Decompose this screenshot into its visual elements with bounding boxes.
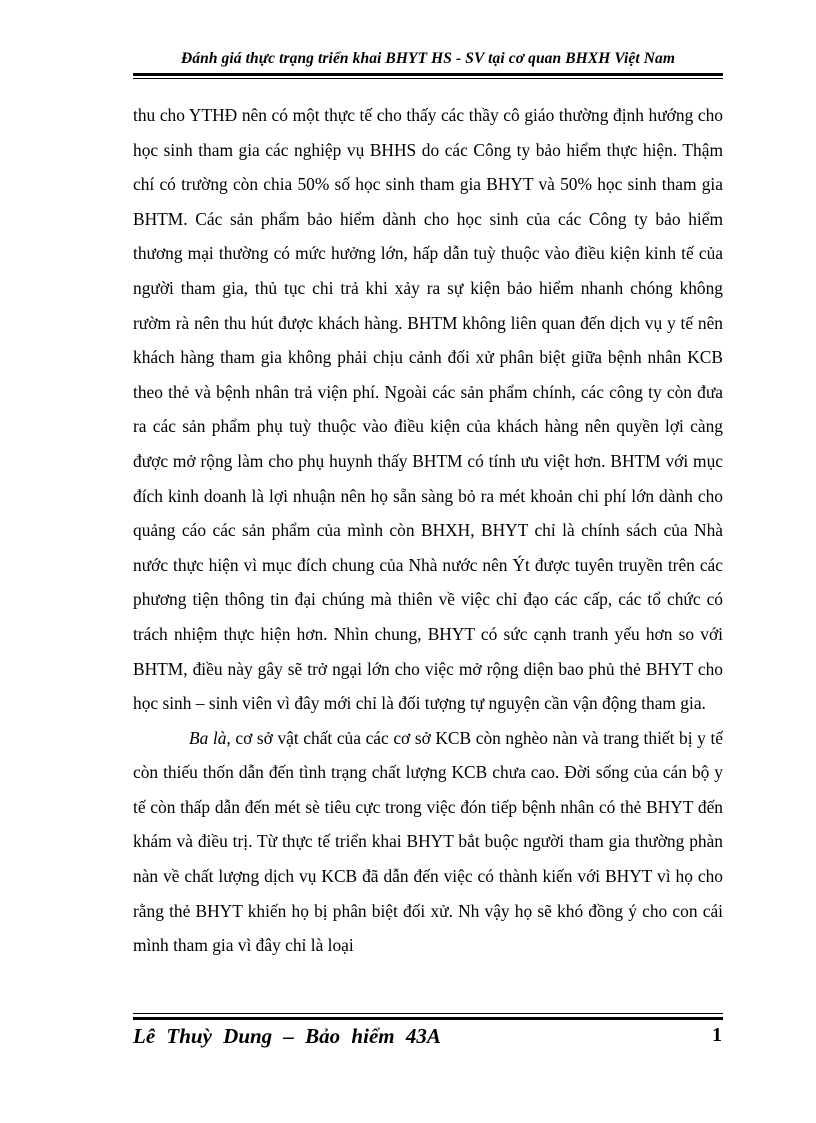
page-number: 1 — [712, 1024, 722, 1046]
header-rule-thin — [133, 78, 723, 79]
paragraph-2-lead: Ba là, — [189, 727, 231, 748]
paragraph-1: thu cho YTHĐ nên có một thực tế cho thấy các thầy cô giáo thường định hướng cho học sinh tham gia các nghiệp vụ BHHS do các Công ty bảo hiểm thực hiện. Thậm chí có trường còn chia 50% số học sinh tham gia BHYT và 50% học sinh tham gia BHTM. Các sản phẩm bảo hiểm dành cho học sinh của các Công ty bảo hiểm thương mại thường có mức hưởng lớn, hấp dẫn tuỳ thuộc vào điều kiện kinh tế của người tham gia, thủ tục chi trả khi xảy ra sự kiện bảo hiểm nhanh chóng không rườm rà nên thu hút được khách hàng. BHTM không liên quan đến dịch vụ y tế nên khách hàng tham gia không phải chịu cảnh đối xử phân biệt giữa bệnh nhân KCB theo thẻ và bệnh nhân trả viện phí. Ngoài các sản phẩm chính, các công ty còn đưa ra các sản phẩm phụ tuỳ thuộc vào điều kiện của khách hàng nên quyền lợi càng được mở rộng làm cho phụ huynh thấy BHTM có tính ưu việt hơn. BHTM với mục đích kinh doanh là lợi nhuận nên họ sẵn sàng bỏ ra mét khoản chi phí lớn dành cho quảng cáo các sản phẩm của mình còn BHXH, BHYT chỉ là chính sách của Nhà nước thực hiện vì mục đích chung của Nhà nước nên Ýt được tuyên truyền trên các phương tiện thông tin đại chúng mà thiên về việc chỉ đạo các cấp, các tổ chức có trách nhiệm thực hiện hơn. Nhìn chung, BHYT có sức cạnh tranh yếu hơn so với BHTM, điều này gây sẽ trở ngại lớn cho việc mở rộng diện bao phủ thẻ BHYT cho học sinh – sinh viên vì đây mới chỉ là đối tượng tự nguyện cần vận động tham gia. — [133, 105, 723, 714]
footer-rule-thick — [133, 1017, 723, 1020]
paragraph-2-text: cơ sở vật chất của các cơ sở KCB còn nghèo nàn và trang thiết bị y tế còn thiếu thốn dẫn đến tình trạng chất lượng KCB chưa cao. Đời sống của cán bộ y tế còn thấp dẫn đến mét sè tiêu cực trong việc đón tiếp bệnh nhân có thẻ BHYT đến khám và điều trị. Từ thực tế triển khai BHYT bắt buộc người tham gia thường phàn nàn về chất lượng dịch vụ KCB đã dẫn đến việc có thành kiến với BHYT vì họ cho rằng thẻ BHYT khiến họ bị phân biệt đối xử. Nh vậy họ sẽ khó đồng ý cho con cái mình tham gia vì đây chỉ là loại — [133, 727, 723, 956]
header-rule-thick — [133, 73, 723, 76]
body-text — [133, 98, 723, 963]
paragraph-2 — [133, 721, 723, 963]
page-header — [133, 50, 723, 68]
header-title: Đánh giá thực trạng triển khai BHYT HS - SV tại cơ quan BHXH Việt Nam — [180, 50, 676, 67]
footer-rule-thin — [133, 1013, 723, 1014]
footer-author: Lê Thuỳ Dung – Bảo hiểm 43A — [133, 1024, 441, 1048]
